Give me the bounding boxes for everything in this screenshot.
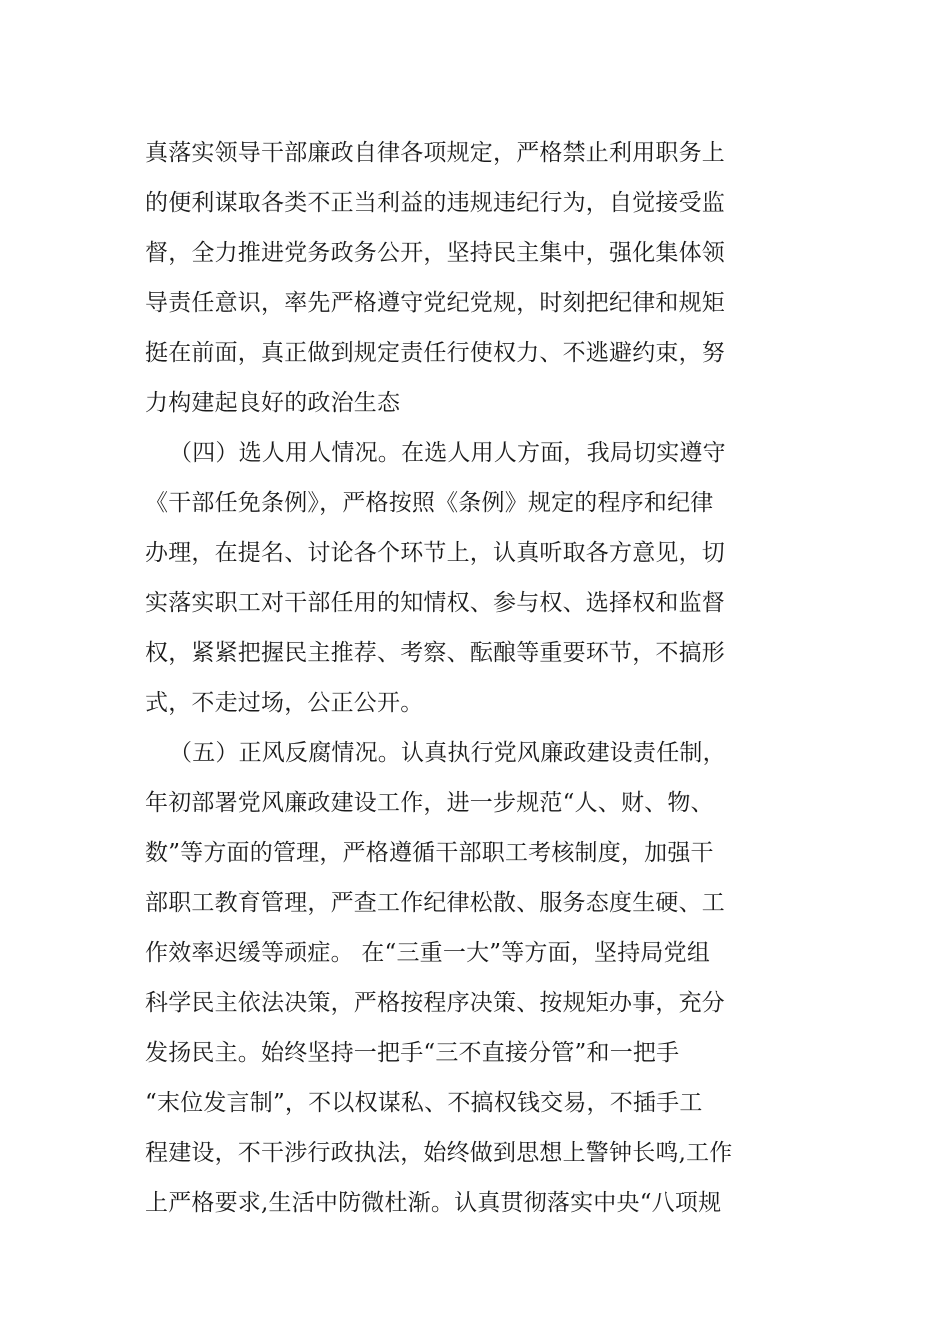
paragraph-1-line: 导责任意识，率先严格遵守党纪党规，时刻把纪律和规矩 [145,290,725,316]
paragraph-3-line: 程建设，不干涉行政执法，始终做到思想上警钟长鸣,工作 [145,1140,733,1166]
paragraph-2-line: 权，紧紧把握民主推荐、考察、酝酿等重要环节，不搞形 [145,640,725,666]
paragraph-2-line: 实落实职工对干部任用的知情权、参与权、选择权和监督 [145,590,725,616]
paragraph-3-first-line: （五）正风反腐情况。认真执行党风廉政建设责任制， [169,740,726,766]
paragraph-3-line: 部职工教育管理，严查工作纪律松散、服务态度生硬、工 [145,890,725,916]
paragraph-3-line: 数”等方面的管理，严格遵循干部职工考核制度，加强干 [145,840,714,866]
paragraph-3-line: 发扬民主。始终坚持一把手“三不直接分管”和一把手 [145,1040,680,1066]
paragraph-3-line: 上严格要求,生活中防微杜渐。认真贯彻落实中央“八项规 [145,1190,722,1216]
paragraph-1-line: 真落实领导干部廉政自律各项规定，严格禁止利用职务上 [145,140,725,166]
paragraph-1-line: 的便利谋取各类不正当利益的违规违纪行为，自觉接受监 [145,190,725,216]
paragraph-3-line: 科学民主依法决策，严格按程序决策、按规矩办事，充分 [145,990,725,1016]
paragraph-1-line: 督，全力推进党务政务公开，坚持民主集中，强化集体领 [145,240,725,266]
paragraph-3-line: 年初部署党风廉政建设工作，进一步规范“人、财、物、 [145,790,714,816]
paragraph-2-line: 《干部任免条例》，严格按照《条例》规定的程序和纪律 [145,490,714,516]
paragraph-3-line: “末位发言制”，不以权谋私、不搞权钱交易，不插手工 [145,1090,703,1116]
paragraph-2-first-line: （四）选人用人情况。在选人用人方面，我局切实遵守 [169,440,726,466]
paragraph-2-line: 式，不走过场，公正公开。 [145,690,424,716]
paragraph-3-line: 作效率迟缓等顽症。 在“三重一大”等方面，坚持局党组 [145,940,711,966]
paragraph-2-line: 办理，在提名、讨论各个环节上，认真听取各方意见，切 [145,540,725,566]
paragraph-1-line: 力构建起良好的政治生态 [145,390,401,416]
paragraph-1-line: 挺在前面，真正做到规定责任行使权力、不逃避约束，努 [145,340,725,366]
document-body [145,128,809,1228]
